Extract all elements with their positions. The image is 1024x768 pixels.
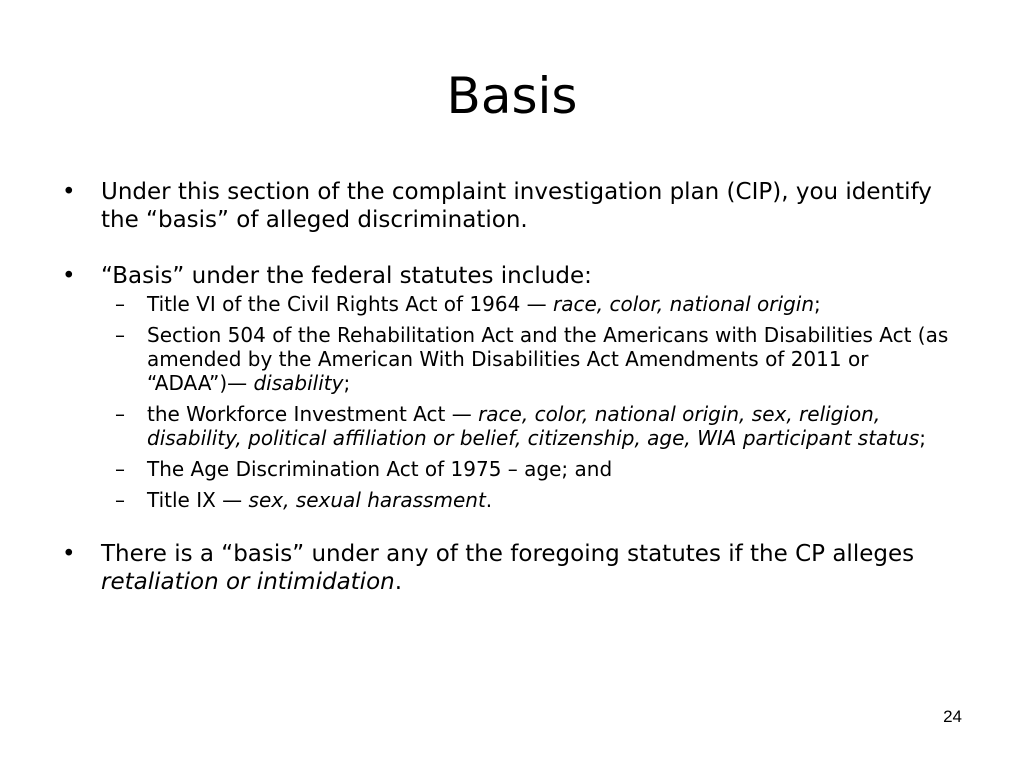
dash-marker: – [115,292,125,316]
sub-item-text [147,323,970,395]
sub-item-after: ; [343,371,351,395]
bullet-item-federal-statutes [60,262,970,290]
bullet-item-retaliation [60,540,970,596]
sub-item-title-ix [113,488,970,512]
bullet-text: “Basis” under the federal statutes include: [101,263,592,289]
bullet-text [101,540,970,596]
bullet-marker: • [62,541,76,567]
bullet-item-cip-section [60,178,970,234]
sub-item-text [147,457,970,481]
dash-marker: – [115,402,125,426]
sub-item-after: ; [814,292,821,316]
sub-item-italic: race, color, national origin [553,292,814,316]
bullet-plain: There is a “basis” under any of the foregoing statutes if the CP alleges [101,541,915,567]
dash-marker: – [115,323,125,347]
bullet-marker: • [62,179,76,205]
sub-item-text [147,402,970,450]
sub-item-plain: Title VI of the Civil Rights Act of 1964 — [147,292,554,316]
statute-sublist [113,292,970,512]
sub-item-plain: the Workforce Investment Act — [147,402,479,426]
sub-item-italic: disability [253,371,344,395]
bullet-italic: retaliation or intimidation [101,569,395,595]
sub-item-text [147,488,970,512]
bullet-after: . [394,569,403,595]
slide-title: Basis [446,67,578,125]
sub-item-text [147,292,970,316]
sub-item-italic: race, color, national origin, sex, religion, disability, political affiliation or belief, citizenship, age, WIA participant status [147,402,920,450]
slide-body [60,178,970,596]
sub-item-section-504 [113,323,970,395]
sub-item-plain: Section 504 of the Rehabilitation Act and the Americans with Disabilities Act (as amended by the American With Disabilities Act Amendments of 2011 or “ADAA”)— [147,323,949,395]
dash-marker: – [115,457,125,481]
sub-item-age-discrimination [113,457,970,481]
sub-item-title-vi [113,292,970,316]
bullet-marker: • [62,263,76,289]
bullet-text: Under this section of the complaint investigation plan (CIP), you identify the “basis” of alleged discrimination. [101,179,932,233]
sub-item-italic: sex, sexual harassment [248,488,486,512]
sub-item-after: . [485,488,493,512]
dash-marker: – [115,488,125,512]
sub-item-plain: The Age Discrimination Act of 1975 – age; and [147,457,613,481]
sub-item-wia [113,402,970,450]
sub-item-after: ; [919,426,926,450]
sub-item-plain: Title IX — [147,488,249,512]
page-number: 24 [943,707,962,726]
